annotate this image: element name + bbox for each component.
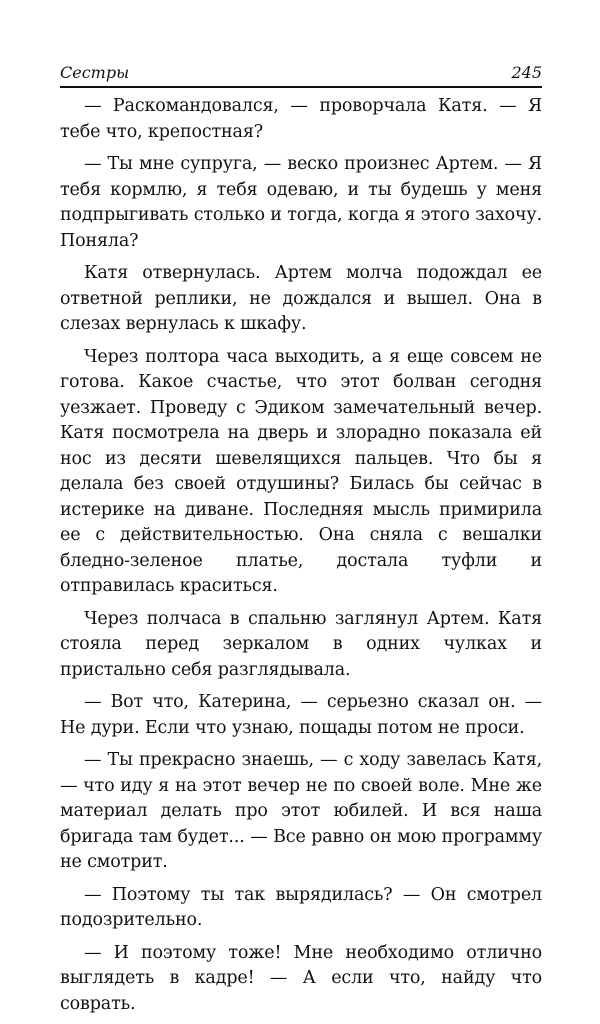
- paragraph: Через полчаса в спальню заглянул Артем. Катя стояла перед зеркалом в одних чулках и пристально себя разглядывала.: [60, 608, 542, 680]
- running-title: Сестры: [60, 63, 130, 82]
- paragraph: — Раскомандовался, — проворчала Катя. — Я тебе что, крепостная?: [60, 96, 542, 142]
- paragraph: Катя отвернулась. Артем молча подождал ее ответной реплики, не дождался и вышел. Она в слезах вернулась к шкафу.: [60, 263, 542, 334]
- body-text: [60, 94, 542, 1024]
- paragraph: Через полтора часа выходить, а я еще совсем не готова. Какое счастье, что этот болван сегодня уезжает. Проведу с Эдиком замечательный вечер. Катя посмотрела на дверь и злорадно показала ей нос из десяти шевелящихся пальцев. Что бы я делала без своей отдушины? Билась бы сейчас в истерике на диване. Последняя мысль примирила ее с действительностью. Она сняла с вешалки бледно-зеленое платье, достала туфли и отправилась краситься.: [60, 346, 542, 596]
- paragraph: — Вот что, Катерина, — серьезно сказал он. — Не дури. Если что узнаю, пощады потом не проси.: [60, 692, 542, 738]
- header-rule: [60, 86, 542, 88]
- paragraph: — Ты мне супруга, — веско произнес Артем. — Я тебя кормлю, я тебя одеваю, и ты будешь у меня подпрыгивать столько и тогда, когда я этого захочу. Поняла?: [60, 154, 542, 251]
- paragraph: — Ты прекрасно знаешь, — с ходу завелась Катя, — что иду я на этот вечер не по своей воле. Мне же материал делать про этот юбилей. И вся наша бригада там будет... — Все равно он мою программу не смотрит.: [60, 750, 542, 872]
- paragraph: — Поэтому ты так вырядилась? — Он смотрел подозрительно.: [60, 884, 542, 930]
- paragraph: — И поэтому тоже! Мне необходимо отлично выглядеть в кадре! — А если что, найду что соврать.: [60, 942, 542, 1014]
- running-head: [60, 62, 542, 86]
- page-number: 245: [511, 63, 542, 82]
